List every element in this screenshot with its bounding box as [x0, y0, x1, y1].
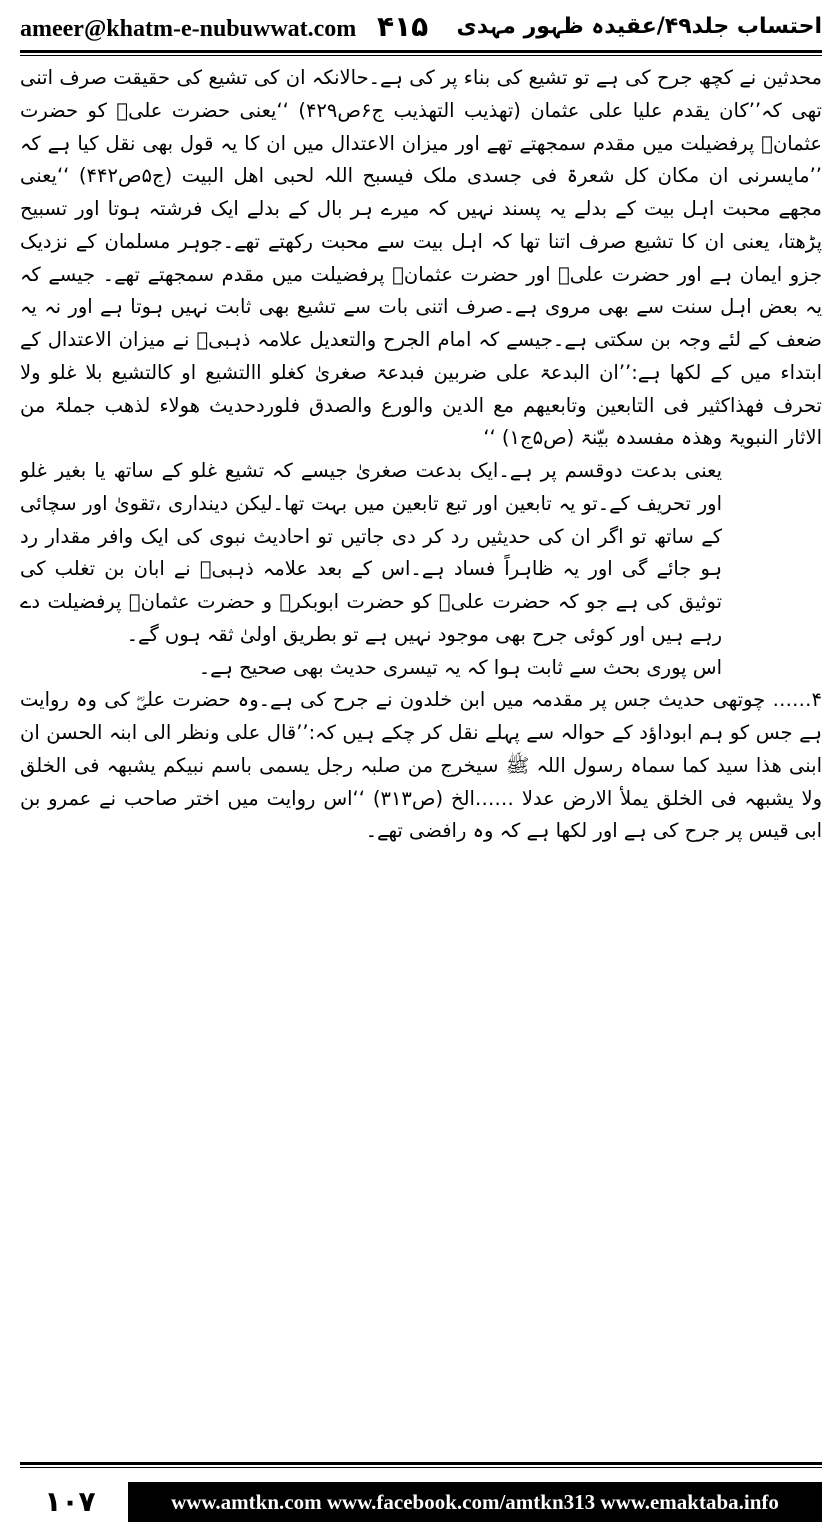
- paragraph-4: ۴…… چوتھی حدیث جس پر مقدمہ میں ابن خلدون نے جرح کی ہے۔وہ حضرت علیؓ کی وہ روایت ہے جس کو ہم ابوداؤد کے حوالہ سے پہلے نقل کر چکے ہیں کہ:’’قال علی ونظر الی ابنہ الحسن ان ابنی ھذا سید کما سماہ رسول اللہ ﷺ سیخرج من صلبہ رجل یسمی باسم نبیکم یشبھہ فی الخلق ولا یشبھہ فی الخلق یملأ الارض عدلا ……الخ (ص۳۱۳) ‘‘اس روایت میں اختر صاحب نے عمرو بن ابی قیس پر جرح کی ہے اور لکھا ہے کہ وہ رافضی تھے۔: [20, 688, 822, 843]
- footer-divider: [20, 1462, 822, 1465]
- header-divider-thin: [20, 55, 822, 56]
- header-email: ameer@khatm-e-nubuwwat.com: [20, 16, 357, 42]
- header-book-title: احتساب جلد۴۹/عقیدہ ظہور مہدی: [456, 14, 822, 39]
- paragraph-1: محدثین نے کچھ جرح کی ہے تو تشیع کی بناء پر کی ہے۔حالانکہ ان کی تشیع کی حقیقت صرف اتنی تھی کہ’’کان یقدم علیا علی عثمان (تھذیب التھذیب ج۶ص۴۲۹) ‘‘یعنی حضرت علیؓ کو حضرت عثمانؓ پرفضیلت میں مقدم سمجھتے تھے اور میزان الاعتدال میں ان کا یہ قول بھی نقل کیا ہے کہ ’’مایسرنی ان مکان کل شعرۃ فی جسدی ملک فیسبح اللہ لحبی اھل البیت (ج۵ص۴۴۲) ‘‘یعنی مجھے محبت اہل بیت کے بدلے یہ پسند نہیں کہ میرے ہر بال کے بدلے ایک فرشتہ ہوتا اور تسبیح پڑھتا، یعنی ان کا تشیع صرف اتنا تھا کہ اہل بیت سے محبت رکھتے تھے۔جوہر مسلمان کے نزدیک جزو ایمان ہے اور حضرت علیؓ اور حضرت عثمانؓ پرفضیلت میں مقدم سمجھتے تھے۔ جیسے کہ یہ بعض اہل سنت سے بھی مروی ہے۔صرف اتنی بات سے تشیع بھی ثابت نہیں ہوتا ہے اور نہ یہ ضعف کے لئے وجہ بن سکتی ہے۔جیسے کہ امام الجرح والتعدیل علامہ ذہبیؒ نے میزان الاعتدال کے ابتداء میں کے لکھا ہے:’’ان البدعۃ علی ضربین فبدعۃ صغریٰ کغلو االتشیع او کالتشیع بلا غلو ولا تحرف فھذاکثیر فی التابعین وتابعیھم مع الدین والورع والصدق فلوردحدیث ھولاء لذھب جملۃ من الاثار النبویۃ وھذہ مفسدہ بیّنۃ (ص۵ج۱) ‘‘: [20, 66, 822, 450]
- header-divider: [20, 50, 822, 53]
- paragraph-3: اس پوری بحث سے ثابت ہوا کہ یہ تیسری حدیث بھی صحیح ہے۔: [198, 655, 722, 679]
- header-page-number: ۴۱۵: [377, 10, 429, 43]
- footer-divider-thin: [20, 1467, 822, 1468]
- paragraph-2: یعنی بدعت دوقسم پر ہے۔ایک بدعت صغریٰ جیسے کہ تشیع غلو کے ساتھ یا بغیر غلو اور تحریف کے۔تو یہ تابعین اور تبع تابعین میں بہت تھا۔لیکن دینداری ،تقویٰ اور سچائی کے ساتھ تو اگر ان کی حدیثیں رد کر دی جاتیں تو احادیث نبوی کی ایک وافر مقدار رد ہو جائے گی اور یہ ظاہراً فساد ہے۔اس کے بعد علامہ ذہبیؒ نے ابان بن تغلب کی توثیق کی ہے جو کہ حضرت علیؓ کو حضرت ابوبکرؓ و حضرت عثمانؓ پرفضیلت دے رہے ہیں اور کوئی جرح بھی موجود نہیں ہے تو بطریق اولیٰ ثقہ ہوں گے۔: [20, 459, 722, 646]
- footer-page-number: ۱۰۷: [44, 1484, 96, 1518]
- footer-links-bar: www.amtkn.com www.facebook.com/amtkn313 www.emaktaba.info: [128, 1482, 822, 1522]
- page-footer: [20, 1478, 822, 1528]
- main-text: [20, 62, 822, 1446]
- page-header: [20, 6, 822, 46]
